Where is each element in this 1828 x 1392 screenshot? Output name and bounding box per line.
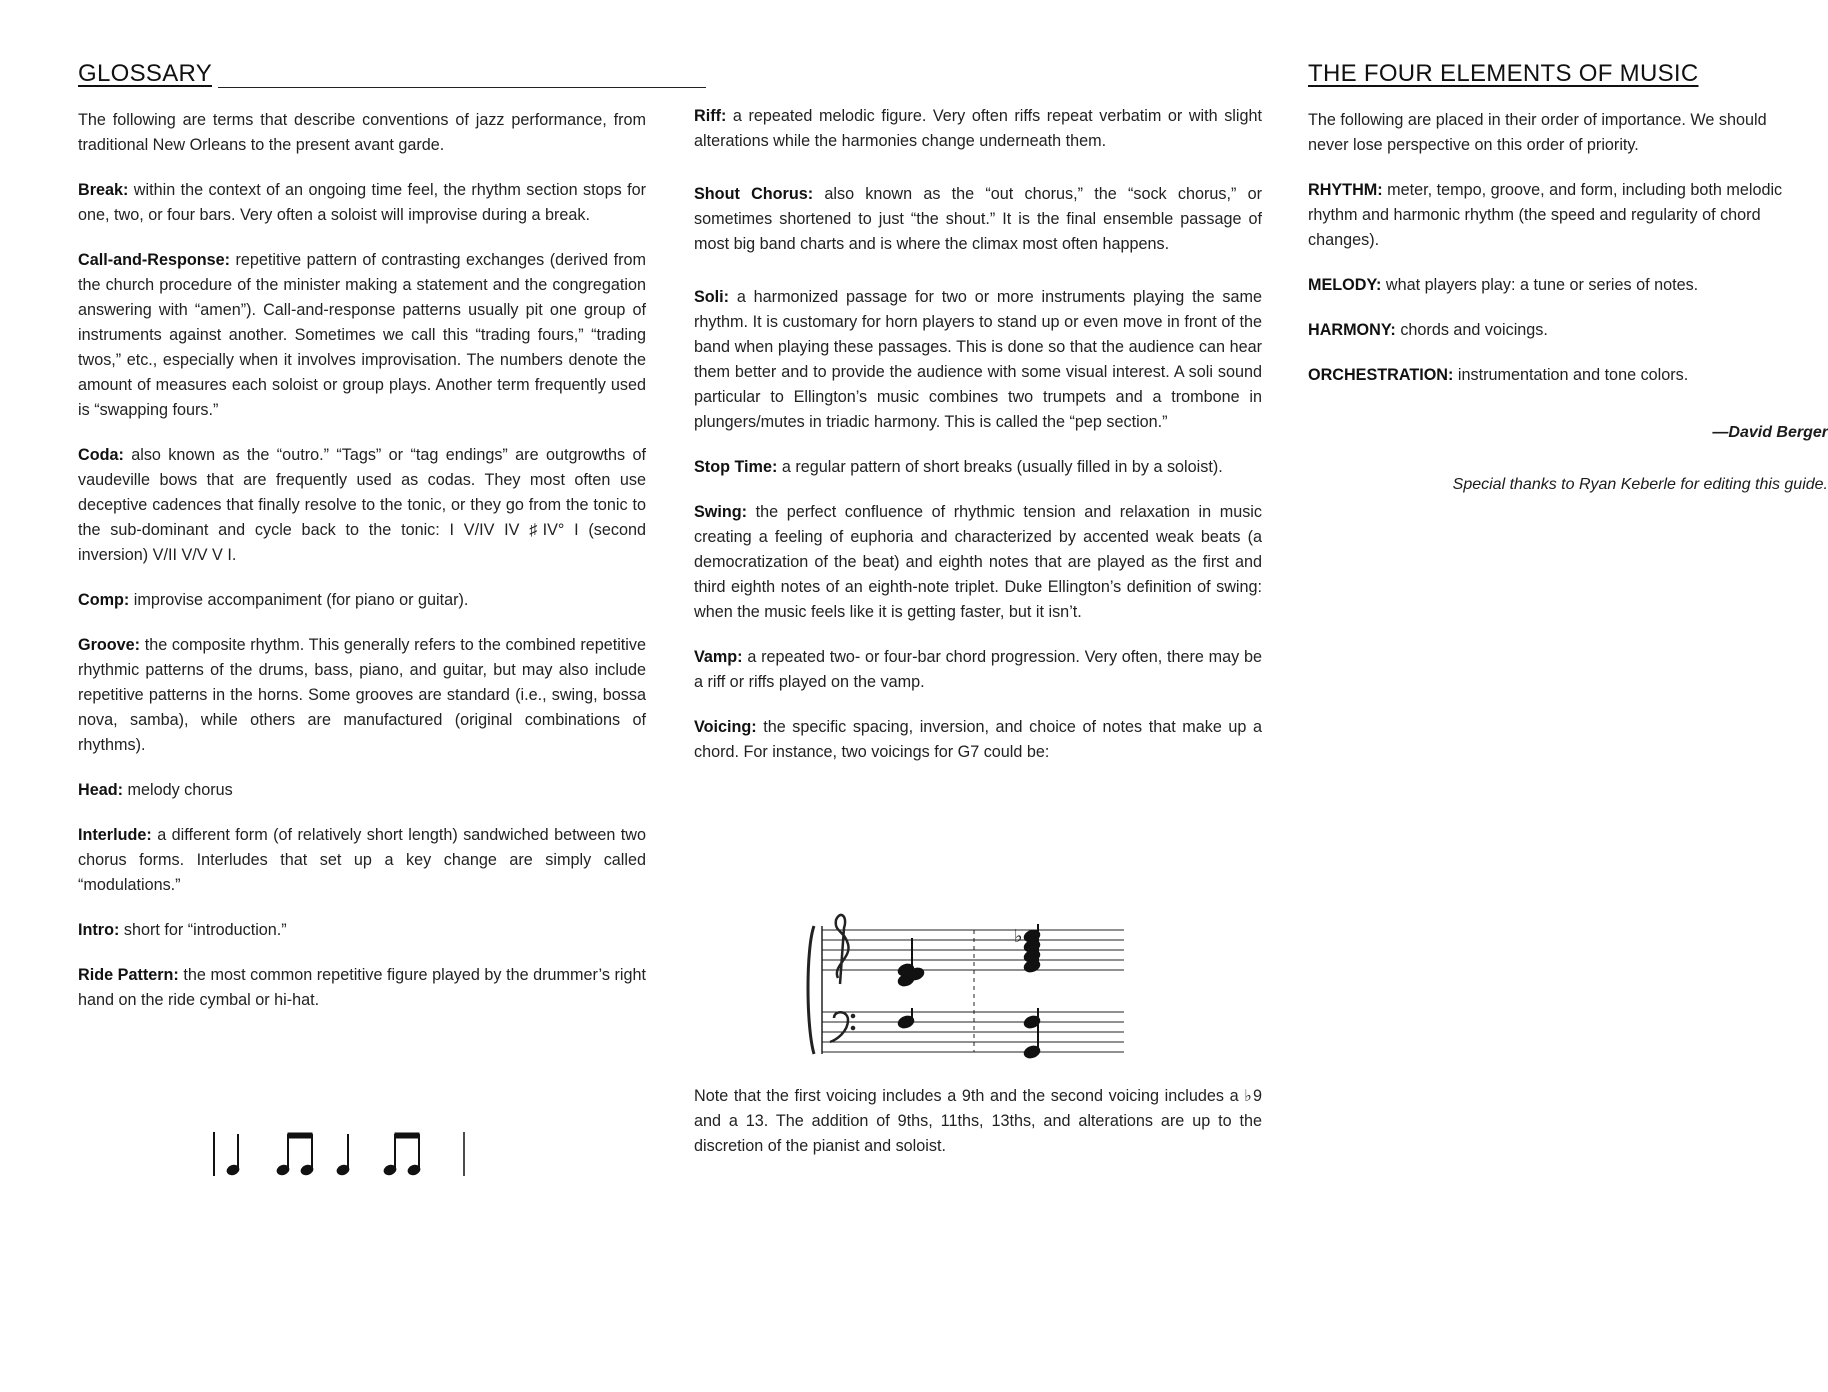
voicing-note: Note that the first voicing includes a 9th and the second voicing includes a ♭9 and a 13. The addition of 9ths, 11ths, 13ths, and alterations are up to the discretion of the pianist and soloist. — [694, 1087, 1262, 1155]
glossary-entry — [694, 500, 1262, 625]
element-entry — [1308, 178, 1808, 253]
entry-text: improvise accompaniment (for piano or guitar). — [129, 591, 469, 609]
element-entry — [1308, 363, 1808, 388]
entry-term: Stop Time: — [694, 458, 778, 476]
glossary-title: GLOSSARY — [78, 60, 213, 87]
glossary-entry — [78, 443, 646, 568]
four-elements-heading-block — [1308, 60, 1828, 90]
glossary-entry — [78, 588, 646, 613]
glossary-entry — [78, 248, 646, 423]
entry-text: chords and voicings. — [1395, 321, 1548, 339]
entry-text: a repeated melodic figure. Very often riffs repeat verbatim or with slight alterations while the harmonies change underneath them. — [694, 107, 1262, 150]
entry-text: short for “introduction.” — [119, 921, 287, 939]
acknowledgement: Special thanks to Ryan Keberle for editing this guide. — [1452, 476, 1828, 493]
entry-term: Soli: — [694, 288, 730, 306]
svg-text:♭: ♭ — [1014, 926, 1023, 947]
glossary-entry — [78, 963, 646, 1013]
entry-text: the specific spacing, inversion, and choice of notes that make up a chord. For instance, two voicings for G7 could be: — [694, 718, 1262, 761]
entry-term: Intro: — [78, 921, 120, 939]
entry-term: Swing: — [694, 503, 748, 521]
glossary-entry — [694, 104, 1262, 154]
entry-text: meter, tempo, groove, and form, including both melodic rhythm and harmonic rhythm (the speed and regularity of chord changes). — [1308, 181, 1783, 249]
glossary-intro: The following are terms that describe conventions of jazz performance, from traditional New Orleans to the present avant garde. — [78, 111, 646, 154]
glossary-entry — [694, 455, 1262, 480]
entry-text: instrumentation and tone colors. — [1453, 366, 1689, 384]
entry-text: within the context of an ongoing time feel, the rhythm section stops for one, two, or four bars. Very often a soloist will improvise during a break. — [78, 181, 646, 224]
entry-term: HARMONY: — [1308, 321, 1396, 339]
glossary-continued-entries — [694, 104, 1262, 785]
entry-term: Coda: — [78, 446, 124, 464]
entry-text: what players play: a tune or series of notes. — [1381, 276, 1699, 294]
entry-term: MELODY: — [1308, 276, 1382, 294]
entry-text: a harmonized passage for two or more instruments playing the same rhythm. It is customary for horn players to stand up or even move in front of the band when playing these passages. This is done so that the audience can hear them better and to provide the audience with some visual interest. A soli sound particular to Ellington’s music combines two trumpets and a trombone in plungers/mutes in triadic harmony. This is called the “pep section.” — [694, 288, 1262, 431]
entry-text: the perfect confluence of rhythmic tension and relaxation in music creating a feeling of euphoria and characterized by accented weak beats (a democratization of the beat) and eighth notes that are played as the first and third eighth notes of an eighth-note triplet. Duke Ellington’s definition of swing: when the music feels like it is getting faster, but it isn’t. — [694, 503, 1262, 621]
entry-term: Shout Chorus: — [694, 185, 814, 203]
entry-term: RHYTHM: — [1308, 181, 1383, 199]
glossary-entry — [694, 182, 1262, 257]
element-entry — [1308, 273, 1808, 298]
glossary-entry — [694, 645, 1262, 695]
ride-pattern-notation-icon — [208, 1128, 578, 1180]
entry-text: a regular pattern of short breaks (usually filled in by a soloist). — [777, 458, 1223, 476]
entry-text: the most common repetitive figure played by the drummer’s right hand on the ride cymbal or hi-hat. — [78, 966, 646, 1009]
entry-term: ORCHESTRATION: — [1308, 366, 1454, 384]
glossary-entry — [78, 178, 646, 228]
entry-term: Call-and-Response: — [78, 251, 231, 269]
glossary-entry — [78, 823, 646, 898]
glossary-entry — [78, 778, 646, 803]
entry-term: Riff: — [694, 107, 727, 125]
entry-text: a different form (of relatively short length) sandwiched between two chorus forms. Interludes that set up a key change are simply called “modulations.” — [78, 826, 646, 894]
author-signature: —David Berger — [1712, 424, 1828, 441]
entry-text: a repeated two- or four-bar chord progression. Very often, there may be a riff or riffs played on the vamp. — [694, 648, 1262, 691]
entry-term: Head: — [78, 781, 123, 799]
entry-term: Interlude: — [78, 826, 152, 844]
glossary-entries — [78, 108, 646, 1033]
glossary-heading-block — [78, 60, 646, 90]
four-elements-title: THE FOUR ELEMENTS OF MUSIC — [1308, 60, 1699, 87]
glossary-entry — [694, 285, 1262, 435]
entry-term: Break: — [78, 181, 129, 199]
entry-text: also known as the “out chorus,” the “sock chorus,” or sometimes shortened to just “the shout.” It is the final ensemble passage of most big band charts and is where the climax most often happens. — [694, 185, 1262, 253]
heading-rule — [218, 87, 706, 88]
glossary-entry — [78, 918, 646, 943]
element-entry — [1308, 318, 1808, 343]
g7-voicings-staff-icon — [804, 908, 1134, 1066]
entry-text: repetitive pattern of contrasting exchanges (derived from the church procedure of the minister making a statement and the congregation answering with “amen”). Call-and-response patterns usually pit one group of instruments against another. Sometimes we call this “trading fours,” “trading twos,” etc., especially when it involves improvisation. The numbers denote the amount of measures each soloist or group plays. Another term frequently used is “swapping fours.” — [78, 251, 646, 419]
entry-term: Ride Pattern: — [78, 966, 179, 984]
entry-term: Vamp: — [694, 648, 743, 666]
four-elements-intro: The following are placed in their order of importance. We should never lose perspective on this order of priority. — [1308, 111, 1767, 154]
four-elements-entries — [1308, 108, 1808, 408]
entry-text: the composite rhythm. This generally refers to the combined repetitive rhythmic patterns of the drums, bass, piano, and guitar, but may also include repetitive patterns in the horns. Some grooves are standard (i.e., swing, bossa nova, samba), while others are manufactured (original combinations of rhythms). — [78, 636, 646, 754]
entry-text: melody chorus — [122, 781, 233, 799]
entry-term: Voicing: — [694, 718, 757, 736]
glossary-entry — [78, 633, 646, 758]
entry-term: Groove: — [78, 636, 141, 654]
glossary-entry — [694, 715, 1262, 765]
entry-term: Comp: — [78, 591, 130, 609]
entry-text: also known as the “outro.” “Tags” or “tag endings” are outgrowths of vaudeville bows that are frequently used as codas. They most often use deceptive cadences that finally resolve to the tonic, or they go from the tonic to the sub-dominant and cycle back to the tonic: I V/IV IV ♯IV° I (second inversion) V/II V/V V I. — [78, 446, 646, 564]
